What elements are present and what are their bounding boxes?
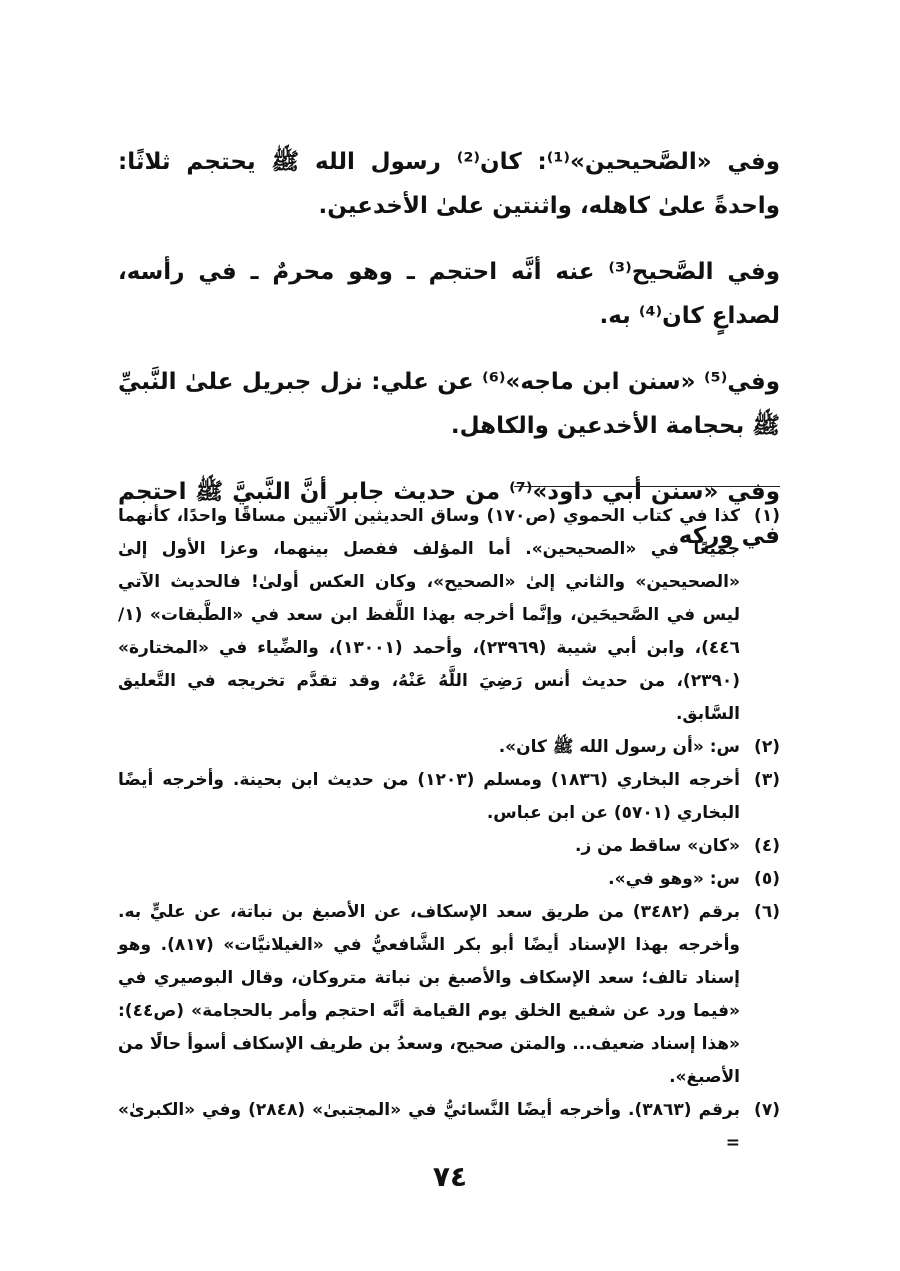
footnote-text: برقم (٣٨٦٣). وأخرجه أيضًا النَّسائيُّ في «المجتبىٰ» (٢٨٤٨) وفي «الكبرىٰ» =	[118, 1100, 740, 1153]
footnote	[118, 731, 780, 764]
footnote	[118, 830, 780, 863]
footnote	[118, 863, 780, 896]
main-paragraph: وفي «الصَّحيحين»⁽¹⁾: كان⁽²⁾ رسول الله ﷺ يحتجم ثلاثًا: واحدةً علىٰ كاهله، واثنتين علىٰ الأخدعين.	[118, 149, 780, 219]
footnote-number: (٧)	[754, 1100, 780, 1120]
footnote-number: (١)	[754, 506, 780, 526]
footnote-text: كذا في كتاب الحموي (ص١٧٠) وساق الحديثين الآتيين مساقًا واحدًا، كأنهما جميعًا في «الصحيحين». أما المؤلف ففصل بينهما، وعزا الأول إلىٰ «الصحيحين» والثاني إلىٰ «الصحيح»، وكان العكس أولىٰ! فالحديث الآتي ليس في الصَّحيحَين، وإنَّما أخرجه بهذا اللَّفظ ابن سعد في «الطَّبقات» (١/ ٤٤٦)، وابن أبي شيبة (٢٣٩٦٩)، وأحمد (١٣٠٠١)، والضِّياء في «المختارة» (٢٣٩٠)، من حديث أنس رَضِيَ اللَّهُ عَنْهُ، وقد تقدَّم تخريجه في التَّعليق السَّابق.	[118, 506, 741, 724]
main-paragraph: وفي «سنن أبي داود»⁽⁷⁾ من حديث جابر أنَّ النَّبيَّ ﷺ احتجم في وركه	[118, 479, 780, 549]
footnote-number: (٣)	[754, 770, 780, 790]
footnote	[118, 896, 780, 1094]
footnote-number: (٦)	[754, 902, 780, 922]
footnote-text: أخرجه البخاري (١٨٣٦) ومسلم (١٢٠٣) من حديث ابن بحينة. وأخرجه أيضًا البخاري (٥٧٠١) عن ابن عباس.	[118, 770, 740, 823]
footnote-text: «كان» ساقط من ز.	[574, 836, 740, 856]
footnote	[118, 1094, 780, 1160]
footnotes	[118, 500, 780, 1160]
footnote-number: (٢)	[754, 737, 780, 757]
page-number: ٧٤	[432, 1160, 468, 1193]
footnote-text: برقم (٣٤٨٢) من طريق سعد الإسكاف، عن الأصبغ بن نباتة، عن عليٍّ به. وأخرجه بهذا الإسناد أيضًا أبو بكر الشَّافعيُّ في «الغيلانيَّات» (٨١٧). وهو إسناد تالف؛ سعد الإسكاف والأصبغ بن نباتة متروكان، وقال البوصيري في «فيما ورد عن شفيع الخلق يوم القيامة أنَّه احتجم وأمر بالحجامة» (ص٤٤): «هذا إسناد ضعيف... والمتن صحيح، وسعدُ بن طريف الإسكاف أسوأ حالًا من الأصبغ».	[118, 902, 741, 1087]
footnote-text: س: «أن رسول الله ﷺ كان».	[498, 737, 740, 757]
main-paragraph: وفي الصَّحيح⁽³⁾ عنه أنَّه احتجم ـ وهو محرمٌ ـ في رأسه، لصداعٍ كان⁽⁴⁾ به.	[118, 259, 781, 329]
footnote-text: س: «وهو في».	[608, 869, 740, 889]
footnote	[118, 500, 780, 731]
footnote-separator	[514, 486, 780, 487]
footnote-number: (٤)	[754, 836, 780, 856]
footnote	[118, 764, 780, 830]
footnote-number: (٥)	[754, 869, 780, 889]
main-paragraph: وفي⁽⁵⁾ «سنن ابن ماجه»⁽⁶⁾ عن علي: نزل جبريل علىٰ النَّبيِّ ﷺ بحجامة الأخدعين والكاهل.	[118, 369, 780, 439]
